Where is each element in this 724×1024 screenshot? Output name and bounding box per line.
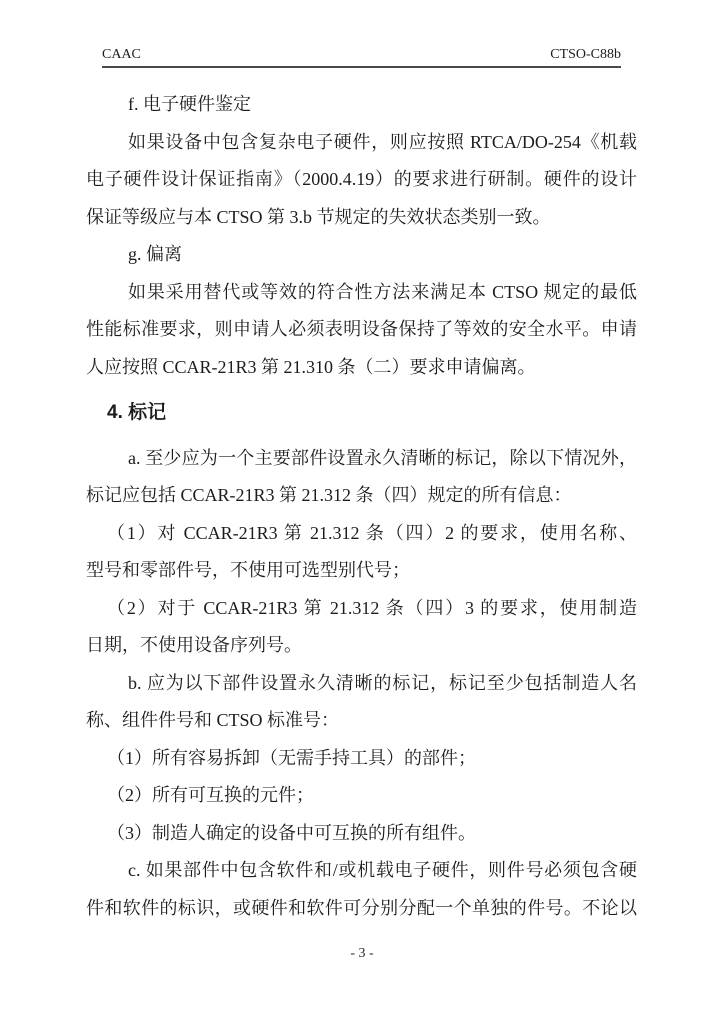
text-line: 日期，不使用设备序列号。: [86, 635, 302, 655]
text-line: 如果设备中包含复杂电子硬件，则应按照 RTCA/DO-254《机载: [128, 131, 637, 152]
header-left-text: CAAC: [102, 47, 141, 62]
text-line: f. 电子硬件鉴定: [128, 94, 251, 114]
text-line: 标记应包括 CCAR-21R3 第 21.312 条（四）规定的所有信息：: [86, 485, 572, 505]
text-line: 件和软件的标识，或硬件和软件可分别分配一个单独的件号。不论以: [86, 897, 637, 918]
text-line: （1）所有容易拆卸（无需手持工具）的部件；: [107, 747, 476, 768]
text-line: g. 偏离: [128, 244, 182, 264]
text-line: c. 如果部件中包含软件和/或机载电子硬件，则件号必须包含硬: [128, 860, 637, 880]
text-line: 电子硬件设计保证指南》（2000.4.19）的要求进行研制。硬件的设计: [86, 169, 637, 189]
section-heading: 4. 标记: [107, 402, 167, 423]
page-header: [102, 47, 621, 68]
document-body: [86, 86, 637, 927]
text-line: （3）制造人确定的设备中可互换的所有组件。: [107, 822, 476, 843]
text-line: a. 至少应为一个主要部件设置永久清晰的标记，除以下情况外，: [128, 447, 637, 468]
text-line: 人应按照 CCAR-21R3 第 21.310 条（二）要求申请偏离。: [86, 356, 536, 377]
header-right-text: CTSO-C88b: [550, 47, 621, 62]
text-line: （2）对于 CCAR-21R3 第 21.312 条（四）3 的要求，使用制造: [107, 597, 637, 618]
text-line: （2）所有可互换的元件；: [107, 785, 314, 805]
page-number: - 3 -: [350, 946, 374, 961]
text-line: 保证等级应与本 CTSO 第 3.b 节规定的失效状态类别一致。: [86, 206, 551, 227]
text-line: b. 应为以下部件设置永久清晰的标记，标记至少包括制造人名: [128, 672, 637, 693]
text-line: 性能标准要求，则申请人必须表明设备保持了等效的安全水平。申请: [86, 319, 637, 339]
text-line: 型号和零部件号，不使用可选型别代号；: [86, 560, 410, 580]
text-line: 如果采用替代或等效的符合性方法来满足本 CTSO 规定的最低: [128, 281, 637, 302]
text-line: （1）对 CCAR-21R3 第 21.312 条（四）2 的要求，使用名称、: [107, 522, 637, 543]
text-line: 称、组件件号和 CTSO 标准号：: [86, 710, 340, 730]
page-footer: [0, 946, 724, 962]
